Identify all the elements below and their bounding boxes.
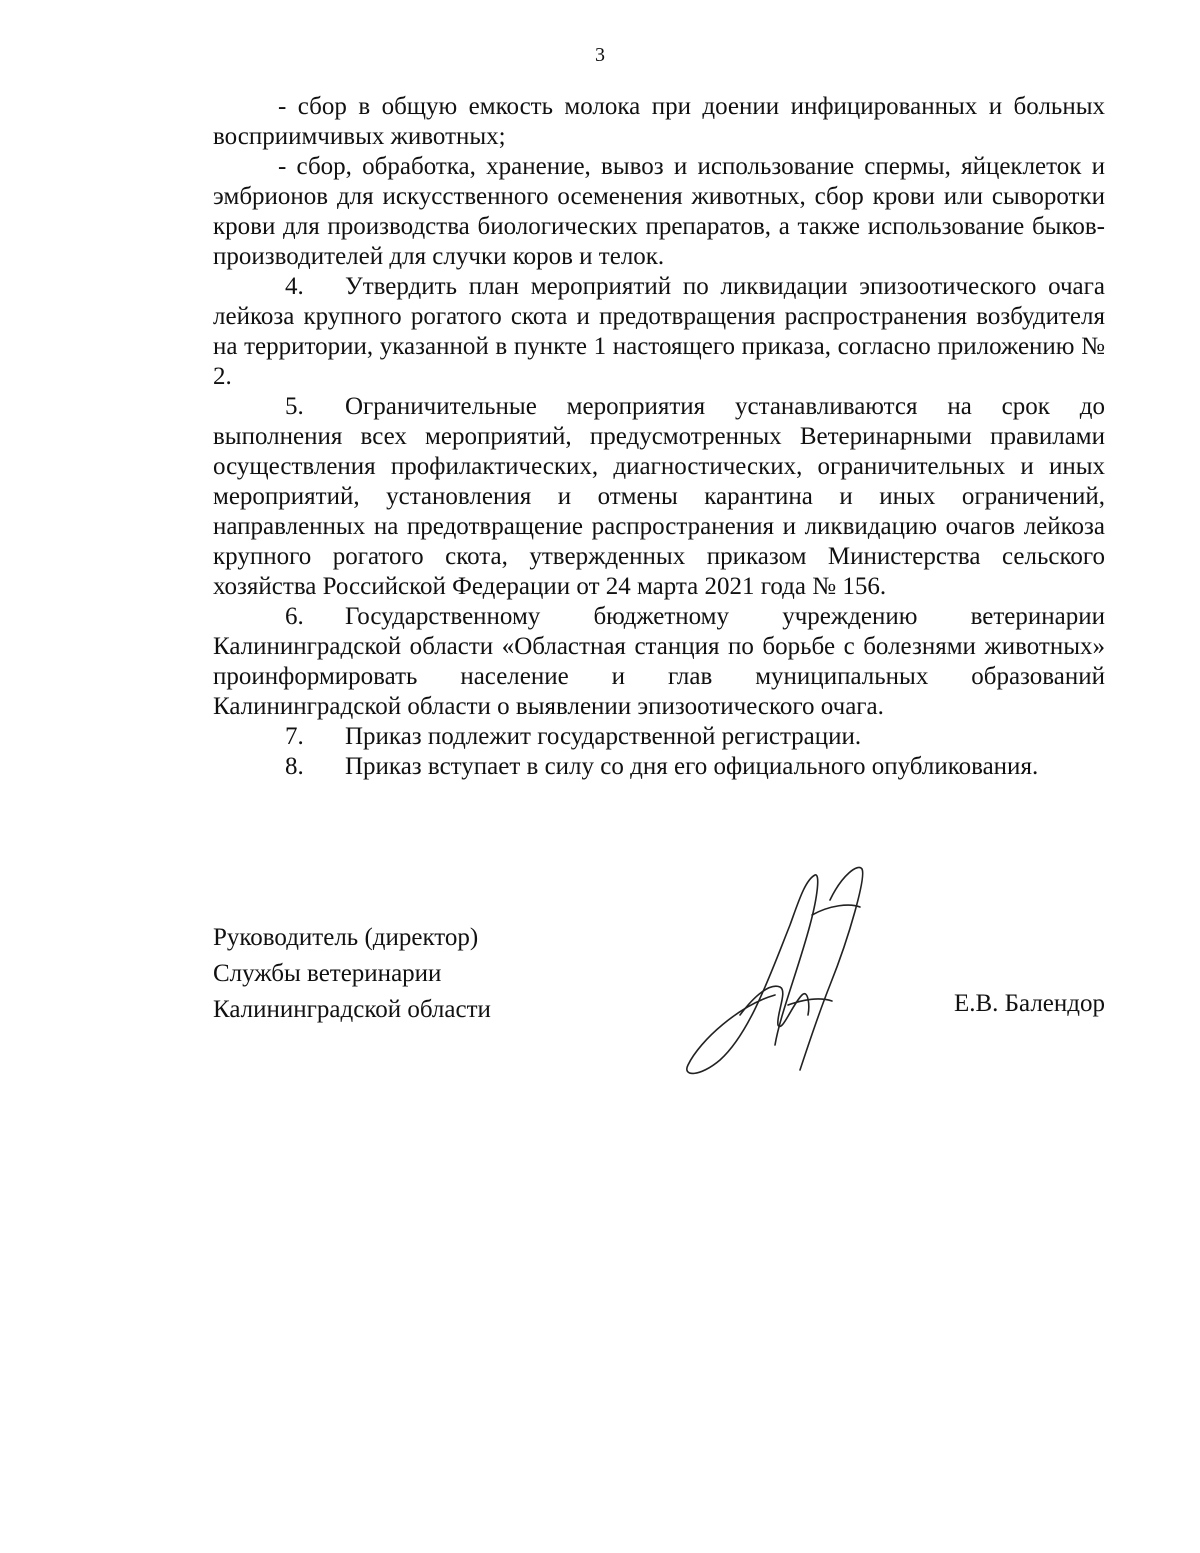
position-line: Службы ветеринарии (213, 960, 442, 987)
paragraph-item-4 (213, 272, 1105, 392)
paragraph-text: Приказ вступает в силу со дня его официального опубликования. (345, 753, 1039, 780)
paragraph-text: - сбор, обработка, хранение, вывоз и использование спермы, яйцеклеток и эмбрионов для искусственного осеменения животных, сбор крови или сыворотки крови для производства биологических препаратов, а также использование быков-производителей для случки коров и телок. (213, 153, 1105, 270)
paragraph-milk-collection (213, 92, 1105, 152)
paragraph-text: Ограничительные мероприятия устанавливаются на срок до выполнения всех мероприятий, предусмотренных Ветеринарными правилами осуществления профилактических, диагностических, ограничительных и иных мероприятий, установления и отмены карантина и иных ограничений, направленных на предотвращение распространения и ликвидацию очагов лейкоза крупного рогатого скота, утвержденных приказом Министерства сельского хозяйства Российской Федерации от 24 марта 2021 года № 156. (213, 393, 1105, 600)
paragraph-item-5 (213, 392, 1105, 602)
item-number: 7. (285, 723, 304, 750)
signatory-name: Е.В. Балендор (953, 990, 1105, 1017)
item-number: 4. (285, 273, 304, 300)
paragraph-text: Приказ подлежит государственной регистрации. (345, 723, 862, 750)
position-line: Калининградской области (213, 996, 491, 1023)
paragraph-item-6 (213, 602, 1105, 722)
handwritten-signature (680, 855, 900, 1085)
paragraph-item-8 (213, 752, 1105, 782)
document-body (213, 92, 1105, 782)
item-number: 6. (285, 603, 304, 630)
page-number: 3 (595, 44, 605, 66)
paragraph-semen-collection (213, 152, 1105, 272)
paragraph-text: Государственному бюджетному учреждению ветеринарии Калининградской области «Областная станция по борьбе с болезнями животных» проинформировать население и глав муниципальных образований Калининградской области о выявлении эпизоотического очага. (213, 603, 1105, 720)
paragraph-text: Утвердить план мероприятий по ликвидации эпизоотического очага лейкоза крупного рогатого скота и предотвращения распространения возбудителя на территории, указанной в пункте 1 настоящего приказа, согласно приложению № 2. (213, 273, 1105, 390)
position-line: Руководитель (директор) (213, 924, 479, 951)
item-number: 8. (285, 753, 304, 780)
signatory-position (213, 920, 491, 1028)
paragraph-item-7 (213, 722, 1105, 752)
paragraph-text: - сбор в общую емкость молока при доении инфицированных и больных восприимчивых животных; (213, 93, 1105, 150)
item-number: 5. (285, 393, 304, 420)
